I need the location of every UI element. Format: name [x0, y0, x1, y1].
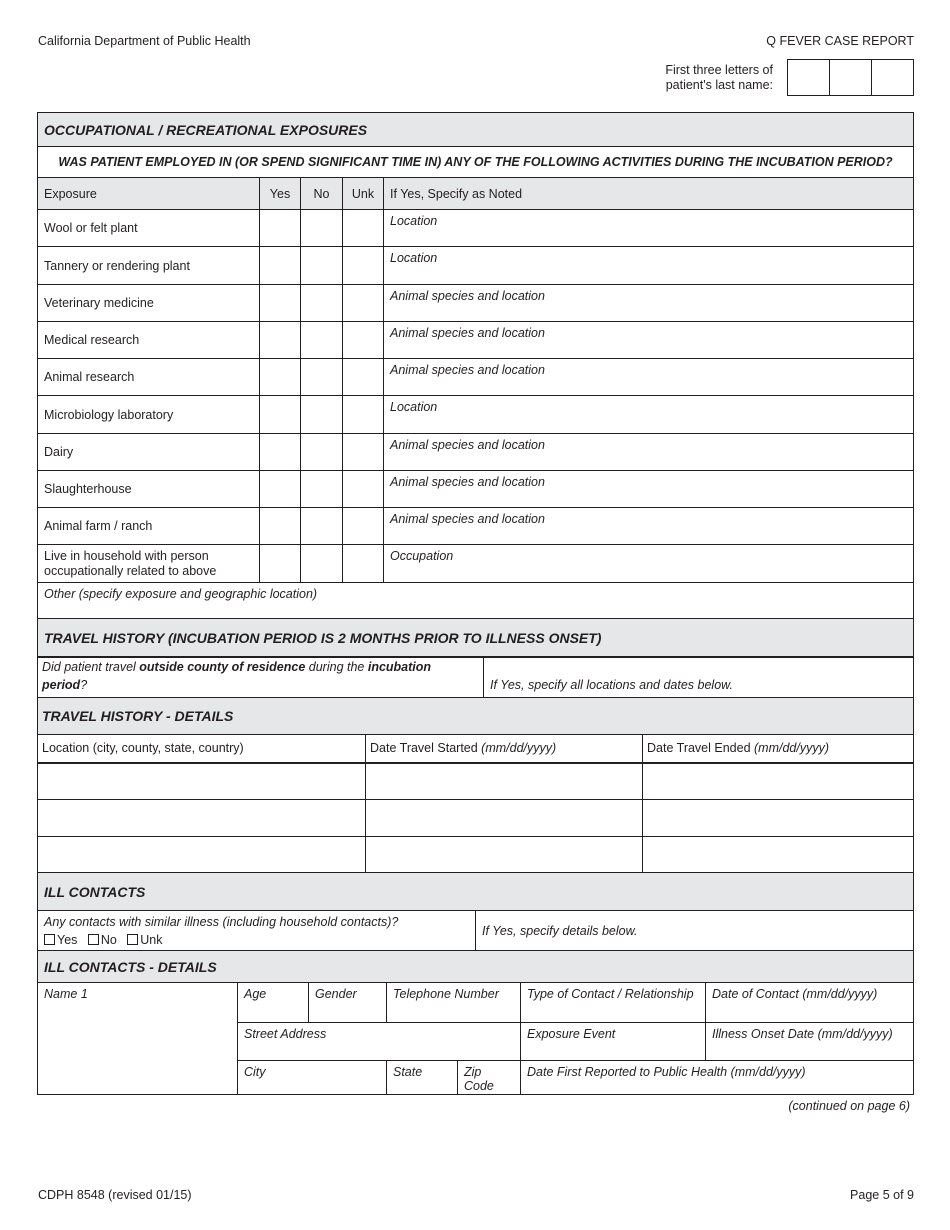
no-cell[interactable] [301, 247, 343, 285]
other-exposure-field[interactable]: Other (specify exposure and geographic location) [38, 583, 914, 619]
no-cell[interactable] [301, 471, 343, 508]
exposure-label: Medical research [38, 322, 260, 359]
specify-field[interactable]: Animal species and location [384, 471, 914, 508]
contact-gender-field[interactable]: Gender [309, 983, 387, 1023]
no-cell[interactable] [301, 359, 343, 396]
contact-state-field[interactable]: State [387, 1061, 458, 1095]
household-line1: Live in household with person [44, 548, 209, 563]
exposure-label: Veterinary medicine [38, 285, 260, 322]
exposure-event-field[interactable]: Exposure Event [521, 1023, 706, 1061]
occupational-table [37, 112, 914, 657]
continued-note: (continued on page 6) [788, 1099, 910, 1113]
contact-name-field[interactable]: Name 1 [38, 983, 238, 1095]
yes-cell[interactable] [260, 210, 301, 247]
col-travel-ended [643, 735, 914, 763]
unk-cell[interactable] [343, 396, 384, 434]
yes-cell[interactable] [260, 471, 301, 508]
exposure-row-animal-farm [38, 508, 914, 545]
initial-box-2[interactable] [829, 60, 871, 95]
occupational-section-title: OCCUPATIONAL / RECREATIONAL EXPOSURES [38, 113, 914, 147]
exposure-label: Slaughterhouse [38, 471, 260, 508]
unk-cell[interactable] [343, 285, 384, 322]
travel-location-input[interactable] [38, 837, 366, 873]
contact-city-field[interactable]: City [238, 1061, 387, 1095]
exposure-row-wool [38, 210, 914, 247]
exposure-row-dairy [38, 434, 914, 471]
specify-field[interactable]: Location [384, 210, 914, 247]
no-cell[interactable] [301, 396, 343, 434]
contact-telephone-field[interactable]: Telephone Number [387, 983, 521, 1023]
occupational-question: WAS PATIENT EMPLOYED IN (OR SPEND SIGNIFICANT TIME IN) ANY OF THE FOLLOWING ACTIVITIES DURING THE INCUBATION PERIOD? [38, 147, 914, 178]
travel-details-section-title: TRAVEL HISTORY - DETAILS [38, 698, 914, 735]
col-exposure: Exposure [38, 178, 260, 210]
ill-details-table [37, 950, 914, 1095]
unk-cell[interactable] [343, 508, 384, 545]
travel-end-input[interactable] [643, 763, 914, 800]
unk-cell[interactable] [343, 434, 384, 471]
ill-specify-field[interactable]: If Yes, specify details below. [476, 911, 914, 951]
ill-no-label: No [100, 932, 117, 947]
no-cell[interactable] [301, 508, 343, 545]
no-cell[interactable] [301, 285, 343, 322]
specify-field[interactable]: Animal species and location [384, 322, 914, 359]
col-travel-started-label: Date Travel Started [370, 741, 482, 756]
exposure-label: Tannery or rendering plant [38, 247, 260, 285]
ill-contacts-question-text: Any contacts with similar illness (including household contacts)? [44, 914, 399, 929]
unk-cell[interactable] [343, 359, 384, 396]
col-yes: Yes [260, 178, 301, 210]
unk-cell[interactable] [343, 210, 384, 247]
specify-field[interactable]: Occupation [384, 545, 914, 583]
travel-q-bold2: incubation period [42, 660, 432, 692]
ill-no-checkbox[interactable] [88, 934, 99, 945]
report-title: Q FEVER CASE REPORT [766, 34, 914, 48]
initials-label-line1: First three letters of [665, 63, 773, 77]
exposure-label: Animal research [38, 359, 260, 396]
yes-cell[interactable] [260, 545, 301, 583]
page-number: Page 5 of 9 [850, 1188, 914, 1202]
travel-row-3 [38, 837, 914, 873]
exposure-row-slaughterhouse [38, 471, 914, 508]
no-cell[interactable] [301, 322, 343, 359]
travel-q-bold1: outside county of residence [139, 660, 306, 674]
travel-end-input[interactable] [643, 837, 914, 873]
travel-section-title: TRAVEL HISTORY (INCUBATION PERIOD IS 2 MONTHS PRIOR TO ILLNESS ONSET) [38, 619, 914, 657]
contact-age-field[interactable]: Age [238, 983, 309, 1023]
exposure-label [38, 545, 260, 583]
exposure-row-microbiology [38, 396, 914, 434]
travel-start-input[interactable] [366, 763, 643, 800]
unk-cell[interactable] [343, 322, 384, 359]
exposure-label: Dairy [38, 434, 260, 471]
travel-end-input[interactable] [643, 800, 914, 837]
specify-field[interactable]: Location [384, 247, 914, 285]
travel-q-text1: Did patient travel [42, 660, 140, 674]
col-travel-ended-format: (mm/dd/yyyy) [754, 741, 830, 756]
contact-street-field[interactable]: Street Address [238, 1023, 521, 1061]
onset-date-field[interactable]: Illness Onset Date (mm/dd/yyyy) [706, 1023, 914, 1061]
exposure-label: Animal farm / ranch [38, 508, 260, 545]
yes-cell[interactable] [260, 322, 301, 359]
household-line2: occupationally related to above [44, 563, 217, 578]
ill-unk-label: Unk [140, 932, 163, 947]
exposure-row-household [38, 545, 914, 583]
yes-cell[interactable] [260, 396, 301, 434]
specify-field[interactable]: Animal species and location [384, 434, 914, 471]
yes-cell[interactable] [260, 508, 301, 545]
exposure-row-veterinary [38, 285, 914, 322]
ill-contacts-section-title: ILL CONTACTS [38, 873, 914, 911]
travel-row-2 [38, 800, 914, 837]
col-unk: Unk [343, 178, 384, 210]
col-travel-location: Location (city, county, state, country) [38, 735, 366, 763]
contact-type-field[interactable]: Type of Contact / Relationship [521, 983, 706, 1023]
form-id: CDPH 8548 (revised 01/15) [38, 1188, 192, 1202]
contact-date-field[interactable]: Date of Contact (mm/dd/yyyy) [706, 983, 914, 1023]
exposure-row-tannery [38, 247, 914, 285]
specify-field[interactable]: Animal species and location [384, 508, 914, 545]
col-travel-ended-label: Date Travel Ended [647, 741, 755, 756]
ill-contacts-question-table [37, 910, 914, 951]
initials-label [620, 63, 773, 93]
col-travel-started-format: (mm/dd/yyyy) [481, 741, 557, 756]
exposure-row-medical-research [38, 322, 914, 359]
travel-start-input[interactable] [366, 800, 643, 837]
exposure-row-animal-research [38, 359, 914, 396]
initial-box-3[interactable] [871, 60, 913, 95]
ill-yes-label: Yes [57, 932, 78, 947]
travel-details-table [37, 697, 914, 911]
ill-yes-checkbox[interactable] [44, 934, 55, 945]
specify-field[interactable]: Location [384, 396, 914, 434]
initials-label-line2: patient's last name: [665, 78, 773, 92]
col-specify: If Yes, Specify as Noted [384, 178, 914, 210]
initial-box-1[interactable] [788, 60, 829, 95]
travel-q-text2: during the [305, 660, 368, 674]
no-cell[interactable] [301, 545, 343, 583]
organization-name: California Department of Public Health [38, 34, 251, 48]
exposure-label: Wool or felt plant [38, 210, 260, 247]
no-cell[interactable] [301, 434, 343, 471]
travel-specify-field[interactable]: If Yes, specify all locations and dates below. [484, 658, 914, 713]
specify-field[interactable]: Animal species and location [384, 359, 914, 396]
reported-date-field[interactable]: Date First Reported to Public Health (mm/dd/yyyy) [521, 1061, 914, 1095]
unk-cell[interactable] [343, 471, 384, 508]
unk-cell[interactable] [343, 545, 384, 583]
col-travel-started [366, 735, 643, 763]
yes-cell[interactable] [260, 247, 301, 285]
initials-boxes [787, 59, 914, 96]
travel-q-text3: ? [80, 678, 88, 692]
contact-zip-field[interactable]: Zip Code [458, 1061, 521, 1095]
ill-details-section-title: ILL CONTACTS - DETAILS [38, 951, 914, 983]
specify-field[interactable]: Animal species and location [384, 285, 914, 322]
yes-cell[interactable] [260, 434, 301, 471]
ill-unk-checkbox[interactable] [127, 934, 138, 945]
no-cell[interactable] [301, 210, 343, 247]
yes-cell[interactable] [260, 285, 301, 322]
travel-location-input[interactable] [38, 763, 366, 800]
travel-start-input[interactable] [366, 837, 643, 873]
yes-cell[interactable] [260, 359, 301, 396]
col-no: No [301, 178, 343, 210]
travel-location-input[interactable] [38, 800, 366, 837]
travel-row-1 [38, 763, 914, 800]
exposure-label: Microbiology laboratory [38, 396, 260, 434]
unk-cell[interactable] [343, 247, 384, 285]
ill-contacts-question [38, 911, 476, 951]
